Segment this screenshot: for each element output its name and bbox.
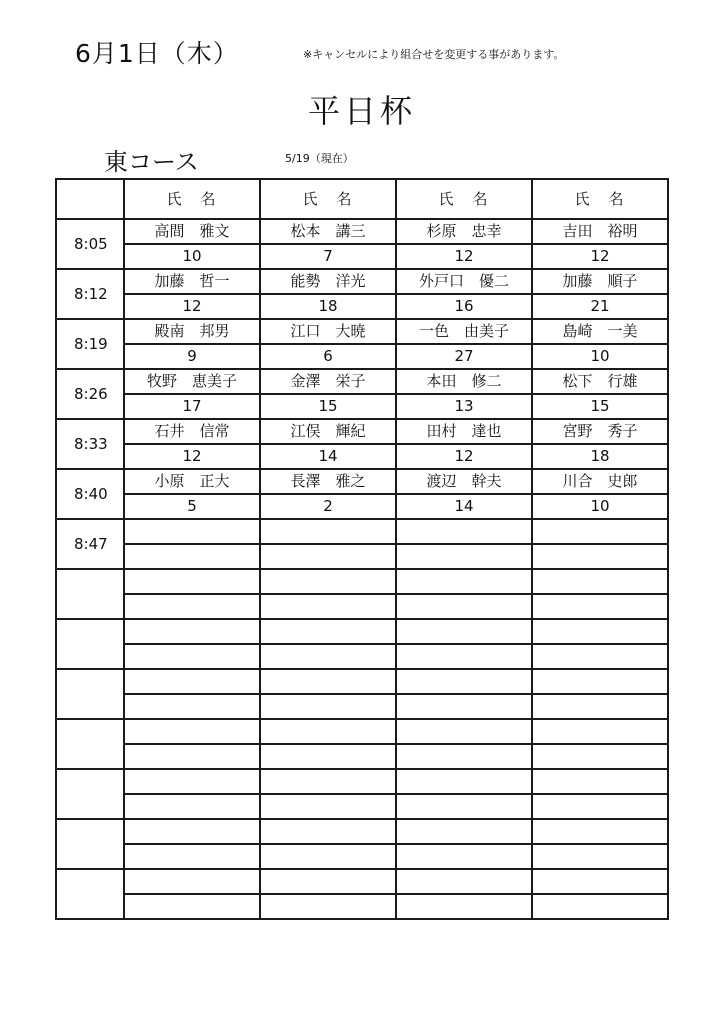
table-row [56,369,668,394]
player-value [124,544,260,569]
player-name [396,519,532,544]
player-name: 金澤 栄子 [260,369,396,394]
page-title: 平日杯 [307,92,416,130]
player-value: 12 [124,294,260,319]
player-name: 宮野 秀子 [532,419,668,444]
player-value: 15 [260,394,396,419]
player-name: 松下 行雄 [532,369,668,394]
player-value: 17 [124,394,260,419]
table-row [56,294,668,319]
player-value: 12 [396,444,532,469]
table-row [56,669,668,694]
tee-time: 8:05 [56,219,124,269]
table-row [56,769,668,794]
player-value [532,594,668,619]
header-row [56,179,668,219]
player-name: 加藤 順子 [532,269,668,294]
player-name [260,669,396,694]
name-column-header: 氏 名 [124,179,260,219]
player-name: 長澤 雅之 [260,469,396,494]
time-column-header [56,179,124,219]
player-name: 本田 修二 [396,369,532,394]
player-name: 田村 達也 [396,419,532,444]
tee-time [56,569,124,619]
player-value: 10 [532,494,668,519]
tee-time: 8:12 [56,269,124,319]
player-name: 牧野 恵美子 [124,369,260,394]
tee-time [56,869,124,919]
player-value [396,694,532,719]
player-name [260,819,396,844]
table-row [56,869,668,894]
player-name [396,819,532,844]
table-row [56,444,668,469]
tee-time: 8:19 [56,319,124,369]
player-name [124,769,260,794]
table-row [56,394,668,419]
player-value: 7 [260,244,396,269]
player-value [124,694,260,719]
player-value [532,694,668,719]
player-value: 10 [124,244,260,269]
player-value [124,794,260,819]
player-value [396,794,532,819]
table-row [56,469,668,494]
player-value [124,594,260,619]
table-row [56,544,668,569]
player-value: 27 [396,344,532,369]
tee-time [56,619,124,669]
player-value [396,594,532,619]
player-value [260,744,396,769]
player-value [260,844,396,869]
player-value: 2 [260,494,396,519]
player-name [532,769,668,794]
player-name [532,719,668,744]
player-value [260,594,396,619]
player-name [260,619,396,644]
table-row [56,894,668,919]
player-value [260,694,396,719]
player-name: 加藤 哲一 [124,269,260,294]
player-value [396,544,532,569]
player-value: 14 [396,494,532,519]
event-date: 6月1日（木） [75,39,239,68]
player-name [124,619,260,644]
player-name [396,669,532,694]
player-value: 10 [532,344,668,369]
player-value [124,894,260,919]
player-name [260,869,396,894]
player-name [532,569,668,594]
tee-time: 8:26 [56,369,124,419]
player-name: 吉田 裕明 [532,219,668,244]
cancellation-note: ※キャンセルにより組合せを変更する事があります。 [303,48,565,61]
table-row [56,344,668,369]
player-value [260,894,396,919]
player-value [532,644,668,669]
player-value: 21 [532,294,668,319]
player-name [532,619,668,644]
table-row [56,844,668,869]
table-row [56,519,668,544]
tee-time: 8:33 [56,419,124,469]
player-name [396,569,532,594]
player-value: 9 [124,344,260,369]
tee-time: 8:40 [56,469,124,519]
table-row [56,794,668,819]
player-name [124,569,260,594]
player-name: 渡辺 幹夫 [396,469,532,494]
player-value [396,844,532,869]
player-name: 能勢 洋光 [260,269,396,294]
player-value: 18 [532,444,668,469]
player-value: 12 [396,244,532,269]
table-row [56,594,668,619]
player-name [396,869,532,894]
player-name [124,719,260,744]
player-name [260,519,396,544]
table-row [56,619,668,644]
player-name [532,519,668,544]
player-value [532,744,668,769]
tee-time [56,669,124,719]
player-name: 石井 信常 [124,419,260,444]
player-name: 江俣 輝紀 [260,419,396,444]
table-body [56,219,668,919]
name-column-header: 氏 名 [260,179,396,219]
player-value: 6 [260,344,396,369]
player-name [124,669,260,694]
player-value [124,844,260,869]
player-name [124,819,260,844]
player-name: 殿南 邦男 [124,319,260,344]
player-name: 一色 由美子 [396,319,532,344]
player-name [396,719,532,744]
tee-time: 8:47 [56,519,124,569]
table-row [56,494,668,519]
player-name: 外戸口 優二 [396,269,532,294]
player-value [396,894,532,919]
player-name [124,869,260,894]
player-value [532,894,668,919]
table-row [56,319,668,344]
player-value: 5 [124,494,260,519]
player-value: 15 [532,394,668,419]
player-name [532,669,668,694]
table-row [56,244,668,269]
player-value [532,794,668,819]
player-name: 江口 大暁 [260,319,396,344]
tee-time [56,719,124,769]
player-value: 12 [532,244,668,269]
name-column-header: 氏 名 [532,179,668,219]
table-row [56,644,668,669]
player-value [260,794,396,819]
player-name: 島崎 一美 [532,319,668,344]
player-name [532,869,668,894]
player-value: 12 [124,444,260,469]
player-name [124,519,260,544]
table-row [56,419,668,444]
table-row [56,269,668,294]
player-value [124,644,260,669]
player-value [396,644,532,669]
table-row [56,819,668,844]
as-of-date: 5/19（現在） [285,152,354,165]
player-name [396,619,532,644]
player-value [396,744,532,769]
table-row [56,569,668,594]
player-value: 14 [260,444,396,469]
table-row [56,719,668,744]
player-name: 杉原 忠幸 [396,219,532,244]
player-name [260,569,396,594]
table-row [56,744,668,769]
player-name [260,719,396,744]
table-row [56,694,668,719]
player-name: 高間 雅文 [124,219,260,244]
table-row [56,219,668,244]
player-value [124,744,260,769]
player-name [532,819,668,844]
player-name [260,769,396,794]
player-name: 松本 講三 [260,219,396,244]
name-column-header: 氏 名 [396,179,532,219]
tee-time [56,819,124,869]
course-name: 東コース [104,148,199,176]
player-value [532,844,668,869]
player-value: 16 [396,294,532,319]
player-name: 川合 史郎 [532,469,668,494]
pairing-table [55,178,669,920]
player-value: 18 [260,294,396,319]
player-value [260,544,396,569]
player-name: 小原 正大 [124,469,260,494]
player-value [260,644,396,669]
player-value [532,544,668,569]
player-name [396,769,532,794]
tee-time [56,769,124,819]
player-value: 13 [396,394,532,419]
